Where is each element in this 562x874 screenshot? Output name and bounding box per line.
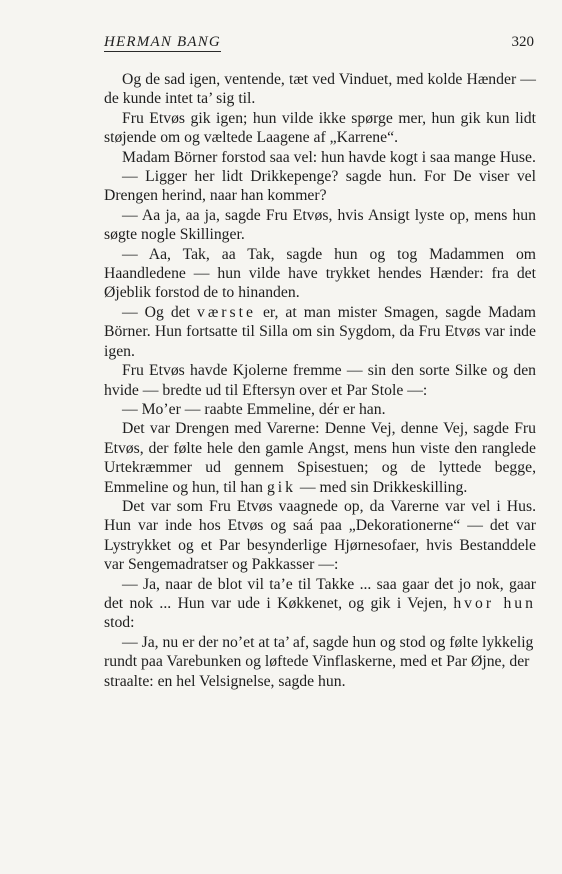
running-header xyxy=(104,34,536,54)
text-run: — Ja, naar de blot vil ta’e til Takke ... saa gaar det jo nok, gaar det nok ... Hun var ude i Køkkenet, og gik i Vejen, xyxy=(104,575,536,612)
paragraph: Madam Börner forstod saa vel: hun havde kogt i saa mange Huse. xyxy=(122,148,536,166)
paragraph: Det var som Fru Etvøs vaagnede op, da Varerne var vel i Hus. Hun var inde hos Etvøs og saá paa „Dekorationerne“ — det var Lystrykket og et Par besynderlige Hjørnesofaer, hvis Bestanddele var Sengemadratser og Pakkasser —: xyxy=(104,497,536,574)
text-run: Det var Drengen med Varerne: Denne Vej, denne Vej, sagde Fru Etvøs, der følte hele den gamle Angst, mens hun viste den ranglede Urtekræmmer ud gennem Spisestuen; og de lyttede begge, Emmeline og hun, til han xyxy=(104,420,536,496)
paragraph: Fru Etvøs havde Kjolerne fremme — sin den sorte Silke og den hvide — bredte ud til Eftersyn over et Par Stole —: xyxy=(104,362,536,399)
paragraph: Fru Etvøs gik igen; hun vilde ikke spørge mer, hun gik kun lidt støjende om og væltede Laagene af „Karrene“. xyxy=(104,109,536,147)
text-run: stod: xyxy=(104,614,135,632)
text-run: — med sin Drikkeskilling. xyxy=(296,478,468,496)
running-title: HERMAN BANG xyxy=(104,34,221,50)
paragraph xyxy=(104,419,536,497)
paragraph: — Mo’er — raabte Emmeline, dér er han. xyxy=(122,400,386,418)
paragraph: — Ligger her lidt Drikkepenge? sagde hun. For De viser vel Drengen herind, naar han kommer? xyxy=(104,168,536,205)
paragraph: Og de sad igen, ventende, tæt ved Vinduet, med kolde Hænder — de kunde intet ta’ sig til. xyxy=(104,71,536,108)
paragraph: — Aa, Tak, aa Tak, sagde hun og tog Madammen om Haandledene — hun vilde have trykket hendes Hænder: fra det Øjeblik forstod de to hinanden. xyxy=(104,245,536,302)
paragraph: — Aa ja, aa ja, sagde Fru Etvøs, hvis Ansigt lyste op, mens hun søgte nogle Skillinger. xyxy=(104,206,536,244)
spaced-emphasis: gik xyxy=(266,478,296,496)
body-text xyxy=(104,70,536,691)
spaced-emphasis: hvor hun xyxy=(453,594,536,612)
text-run: er, at man mister Smagen, sagde Madam Börner. Hun fortsatte til Silla om sin Sygdom, da Fru Etvøs var inde igen. xyxy=(104,303,537,360)
text-run: — Og det xyxy=(122,303,197,321)
spaced-emphasis: værste xyxy=(197,303,256,321)
page-number: 320 xyxy=(511,34,534,50)
paragraph: — Ja, nu er der no’et at ta’ af, sagde hun og stod og følte lykkelig rundt paa Varebunken og løftede Vinflaskerne, med et Par Øjne, der straalte: en hel Velsignelse, sagde hun. xyxy=(104,633,534,690)
paragraph xyxy=(104,303,536,361)
paragraph xyxy=(104,575,536,633)
